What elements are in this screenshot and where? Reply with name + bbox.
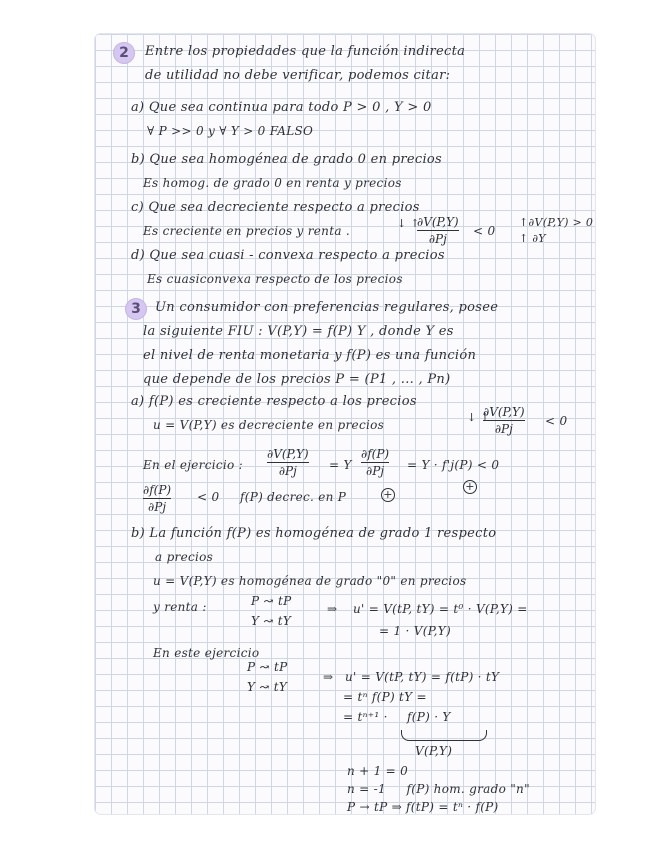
q3-a-u-arrows: ↓ ↑: [467, 411, 490, 424]
q3-b-map-left: y renta :: [153, 600, 207, 614]
question-2-number: 2: [119, 45, 129, 61]
q3-a-con-fraction-num: ∂f(P): [143, 483, 172, 497]
q3-b-result-1: u' = V(tP, tY) = t⁰ · V(P,Y) =: [353, 602, 528, 616]
q3-b-title: b) La función f(P) es homogénea de grado 1 respecto: [131, 526, 497, 541]
q3-a-ej-fraction-1-num: ∂V(P,Y): [267, 447, 309, 461]
q3-a-u-fraction-num: ∂V(P,Y): [483, 405, 525, 419]
q3-b-e-line-3b: f(P) · Y: [407, 710, 451, 724]
q2-a-line-1: a) Que sea continua para todo P > 0 , Y > 0: [131, 100, 432, 115]
q3-b-e-arrow: ⇒: [323, 670, 334, 684]
q2-line-1: Entre los propiedades que la función indirecta: [145, 44, 466, 59]
q3-a-ej-fraction-2-den: ∂Pj: [366, 464, 385, 478]
q2-c-fraction-den: ∂Pj: [428, 232, 447, 246]
q3-b-u-line: u = V(P,Y) es homogénea de grado "0" en precios: [153, 574, 467, 588]
q3-b-result-2: = 1 · V(P,Y): [379, 624, 451, 638]
q2-c-frac-suffix: < 0: [473, 224, 496, 238]
q2-c-line-1: c) Que sea decreciente respecto a precios: [131, 200, 420, 215]
q3-b-final: P → tP ⇒ f(tP) = tⁿ · f(P): [347, 800, 499, 814]
q3-b-title-2: a precios: [155, 550, 214, 564]
question-2-marker: [113, 42, 135, 64]
q3-a-ej-middle: = Y: [329, 458, 352, 472]
q3-b-e-map-1: P ↝ tP: [247, 660, 288, 674]
q3-line-2: la siguiente FIU : V(P,Y) = f(P) Y , donde Y es: [143, 324, 454, 339]
q3-a-con-fraction-den: ∂Pj: [148, 500, 167, 514]
q2-line-2: de utilidad no debe verificar, podemos citar:: [145, 68, 451, 83]
q2-a-line-2: ∀ P >> 0 y ∀ Y > 0 FALSO: [147, 124, 314, 138]
q3-a-ej-fraction-2-num: ∂f(P): [361, 447, 390, 461]
q3-b-e-map-2: Y ↝ tY: [247, 680, 288, 694]
q3-a-ej-prefix: En el ejercicio :: [143, 458, 244, 472]
q3-a-u-fraction: [483, 406, 525, 435]
q3-line-1: Un consumidor con preferencias regulares, posee: [155, 300, 499, 315]
q2-d-line-1: d) Que sea cuasi - convexa respecto a precios: [131, 248, 445, 263]
question-3-marker: [125, 298, 147, 320]
q2-c-fraction-num: ∂V(P,Y): [417, 215, 459, 229]
q3-a-ej-plus-circle: +: [463, 480, 477, 494]
q3-b-e-line-3: = tⁿ⁺¹ ·: [343, 710, 388, 724]
q2-d-line-2: Es cuasiconvexa respecto de los precios: [147, 272, 403, 286]
q3-b-e-line-2: = tⁿ f(P) tY =: [343, 690, 427, 704]
q3-b-arrow: ⇒: [327, 602, 338, 616]
q3-b-n-eq: n + 1 = 0: [347, 764, 409, 778]
q3-a-ej-fraction-2: [361, 448, 389, 477]
q3-a-con-suffix: < 0 f(P) decrec. en P: [197, 490, 347, 504]
q2-c-line-2: Es creciente en precios y renta .: [143, 224, 351, 238]
q2-c-fraction: [417, 216, 459, 245]
q3-a-title: a) f(P) es creciente respecto a los precios: [131, 394, 417, 409]
q3-b-map-1: P ↝ tP: [251, 594, 292, 608]
q3-a-ej-suffix: = Y · f'j(P) < 0: [407, 458, 500, 472]
q3-a-ej-fraction-1: [267, 448, 309, 477]
q3-b-brace: [401, 730, 487, 741]
fraction-bar: [417, 230, 459, 231]
q3-line-3: el nivel de renta monetaria y f(P) es una función: [143, 348, 477, 363]
fraction-bar: [267, 462, 309, 463]
notebook-page: [95, 34, 595, 814]
q3-a-con-plus-circle: +: [381, 488, 395, 502]
q2-b-line-2: Es homog. de grado 0 en renta y precios: [143, 176, 402, 190]
q3-b-e-brace-label: V(P,Y): [415, 744, 453, 758]
q2-c-right-text: ↑∂V(P,Y) > 0: [519, 216, 594, 229]
q3-a-ej-fraction-1-den: ∂Pj: [278, 464, 297, 478]
q3-a-u-fraction-den: ∂Pj: [494, 422, 513, 436]
q3-line-4: que depende de los precios P = (P1 , ... , Pn): [143, 372, 451, 387]
fraction-bar: [361, 462, 389, 463]
q3-a-u-suffix: < 0: [545, 414, 568, 428]
q3-b-ejercicio: En este ejercicio: [153, 646, 260, 660]
fraction-bar: [483, 420, 525, 421]
q3-a-con-fraction: [143, 484, 171, 513]
fraction-bar: [143, 498, 171, 499]
q3-b-n-val: n = -1 f(P) hom. grado "n": [347, 782, 530, 796]
q3-a-u-line: u = V(P,Y) es decreciente en precios: [153, 418, 385, 432]
question-3-number: 3: [131, 301, 141, 317]
q3-b-map-2: Y ↝ tY: [251, 614, 292, 628]
q2-b-line-1: b) Que sea homogénea de grado 0 en precios: [131, 152, 443, 167]
q2-c-right-den: ↑ ∂Y: [519, 232, 546, 245]
q2-c-left-arrows: ↓ ↑: [397, 217, 420, 230]
q3-b-e-line-1: u' = V(tP, tY) = f(tP) · tY: [345, 670, 500, 684]
